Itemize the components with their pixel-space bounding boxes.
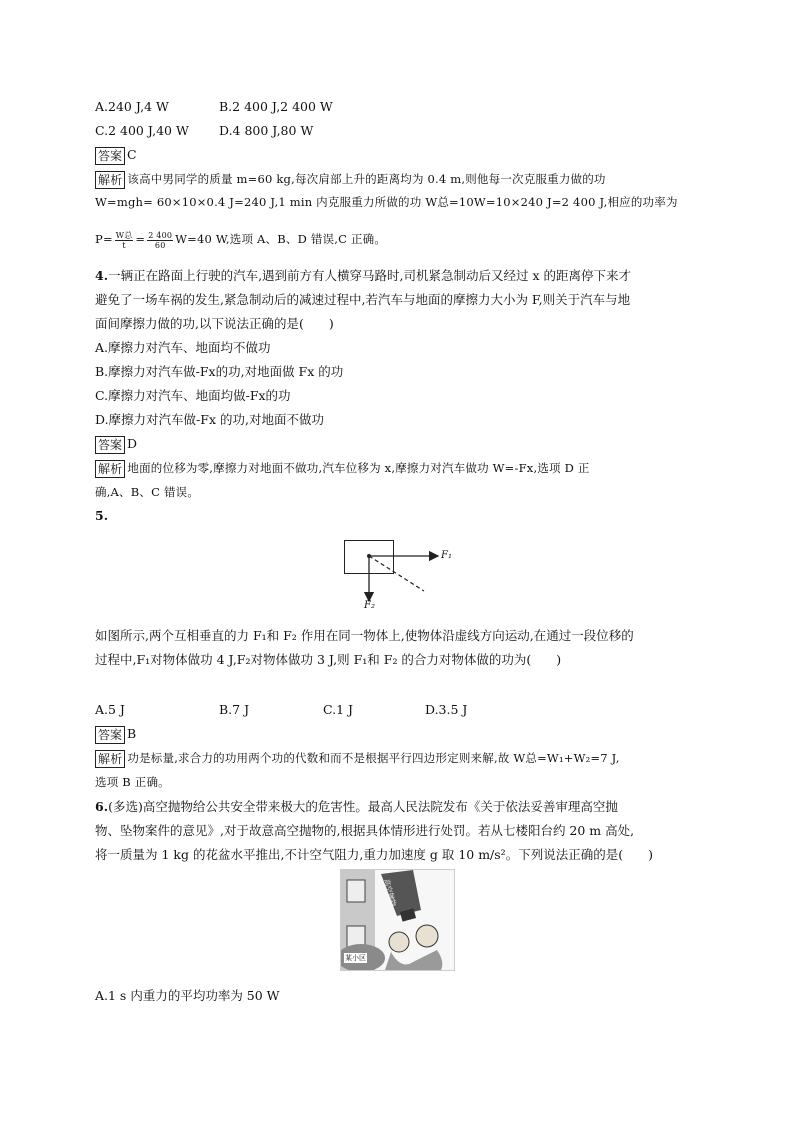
answer-tag: 答案 — [95, 436, 125, 454]
q4-option-c: C.摩擦力对汽车、地面均做-Fx的功 — [95, 388, 291, 403]
q6-option-a: A.1 s 内重力的平均功率为 50 W — [95, 988, 280, 1003]
q3-options-row2 — [95, 121, 313, 141]
q4-number: 4. — [95, 268, 109, 283]
q4-option-b: B.摩擦力对汽车做-Fx的功,对地面做 Fx 的功 — [95, 364, 344, 379]
q3-option-c: C.2 400 J,40 W — [95, 123, 189, 138]
q3-answer — [95, 145, 137, 165]
q3-explanation-line2: W=mgh= 60×10×0.4 J=240 J,1 min 内克服重力所做的功 W总=10W=10×240 J=2 400 J,相应的功率为 — [95, 195, 678, 209]
q3-options-row1 — [95, 97, 333, 117]
q5-stem-line2: 过程中,F₁对物体做功 4 J,F₂对物体做功 3 J,则 F₁和 F₂ 的合力对物体做的功为( ) — [95, 652, 562, 667]
q3-explanation-line1: 解析 该高中男同学的质量 m=60 kg,每次肩部上升的距离均为 0.4 m,则他每一次克服重力做的功 — [95, 168, 606, 190]
q5-explanation-line2: 选项 B 正确。 — [95, 775, 170, 789]
q4-option-d: D.摩擦力对汽车做-Fx 的功,对地面不做功 — [95, 412, 324, 427]
illustration-caption: 某小区 — [345, 954, 366, 962]
q6-stem-line2: 物、坠物案件的意见》,对于故意高空抛物的,根据具体情形进行处罚。若从七楼阳台约 20 m 高处, — [95, 823, 635, 838]
q5-answer-value: B — [127, 726, 137, 741]
q5-option-d: D.3.5 J — [425, 702, 468, 717]
explanation-tag: 解析 — [95, 750, 125, 768]
q5-options — [95, 700, 467, 720]
high-altitude-throwing-illustration — [340, 869, 455, 971]
f2-label: F₂ — [364, 600, 375, 611]
f1-label: F₁ — [441, 550, 452, 561]
q5-answer — [95, 724, 136, 744]
q4-answer-value: D — [127, 436, 138, 451]
q4-explanation-line2: 确,A、B、C 错误。 — [95, 485, 200, 499]
q5-stem-line1: 如图所示,两个互相垂直的力 F₁和 F₂ 作用在同一物体上,使物体沿虚线方向运动,在通过一段位移的 — [95, 628, 634, 643]
q5-number: 5. — [95, 508, 109, 523]
q5-explanation-line1: 解析 功是标量,求合力的功用两个功的代数和而不是根据平行四边形定则来解,故 W总=W₁+W₂=7 J, — [95, 747, 620, 769]
displacement-dashed-line — [369, 556, 424, 591]
q4-explanation-line1: 解析 地面的位移为零,摩擦力对地面不做功,汽车位移为 x,摩擦力对汽车做功 W=-Fx,选项 D 正 — [95, 457, 590, 479]
q3-answer-value: C — [127, 147, 137, 162]
q3-explanation-line3: P= $\frac{\text{W总}}{t}$ = $\frac{2 400}{60}$ W=40 W,选项 A、B、D 错误,C 正确。 — [95, 230, 387, 250]
q3-option-b: B.2 400 J,2 400 W — [219, 99, 333, 114]
explanation-tag: 解析 — [95, 171, 125, 189]
force-arrows — [340, 535, 460, 615]
q4-option-a: A.摩擦力对汽车、地面均不做功 — [95, 340, 271, 355]
q5-option-c: C.1 J — [323, 702, 354, 717]
explanation-tag: 解析 — [95, 460, 125, 478]
answer-tag: 答案 — [95, 726, 125, 744]
q6-number: 6. — [95, 799, 109, 814]
q6-stem-line3: 将一质量为 1 kg 的花盆水平推出,不计空气阻力,重力加速度 g 取 10 m/s²。下列说法正确的是( ) — [95, 847, 653, 862]
q5-option-b: B.7 J — [219, 702, 250, 717]
fraction-w-over-t: $\frac{\text{W总}}{t}$ — [115, 230, 133, 250]
q6-stem-line1: 6.(多选)高空抛物给公共安全带来极大的危害性。最高人民法院发布《关于依法妥善审理高空抛 — [95, 799, 618, 814]
q4-stem-line1: 4.一辆正在路面上行驶的汽车,遇到前方有人横穿马路时,司机紧急制动后又经过 x 的距离停下来才 — [95, 268, 632, 283]
q5-option-a: A.5 J — [95, 702, 125, 717]
q3-option-d: D.4 800 J,80 W — [219, 123, 314, 138]
answer-tag: 答案 — [95, 147, 125, 165]
q4-stem-line2: 避免了一场车祸的发生,紧急制动后的减速过程中,若汽车与地面的摩擦力大小为 F,则关于汽车与地 — [95, 292, 631, 307]
q3-option-a: A.240 J,4 W — [95, 99, 169, 114]
illustration-sign: 高空抛物 — [382, 878, 398, 908]
fraction-2400-over-60: $\frac{2 400}{60}$ — [148, 230, 173, 250]
q4-answer — [95, 434, 137, 454]
q4-stem-line3: 面间摩擦力做的功,以下说法正确的是( ) — [95, 316, 334, 331]
